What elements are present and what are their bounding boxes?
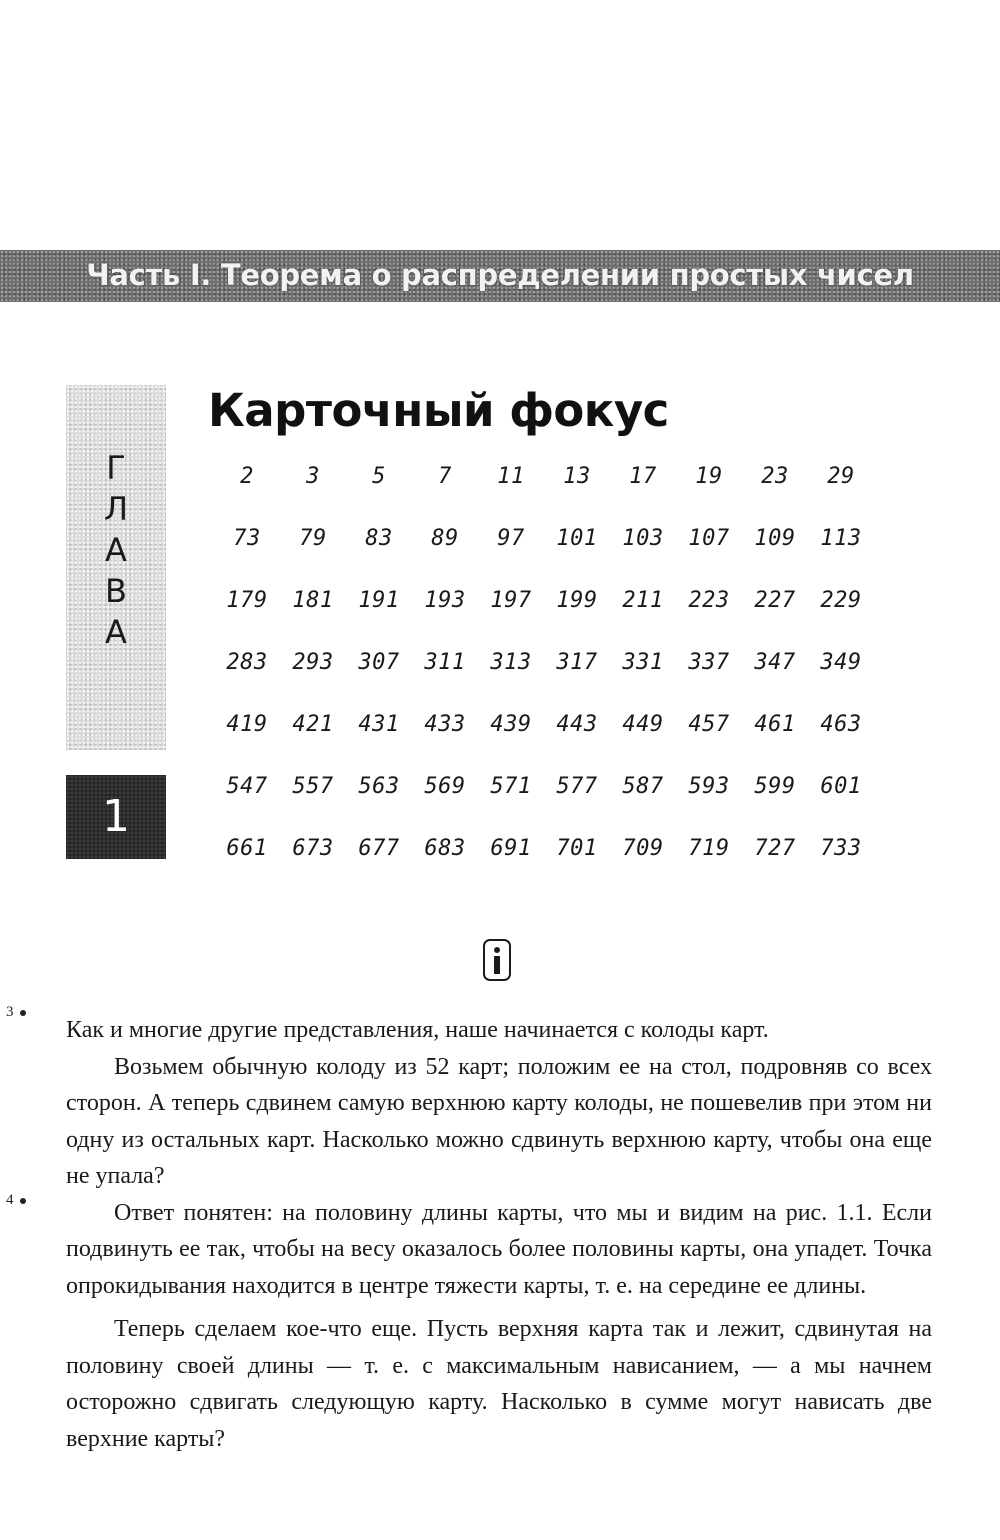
prime-number: 337 (688, 649, 730, 675)
prime-number: 89 (431, 525, 459, 551)
prime-number: 13 (563, 463, 591, 489)
part-title: Часть I. Теорема о распределении простых чисел (86, 258, 914, 292)
chapter-letter: В (105, 572, 127, 610)
prime-number: 103 (622, 525, 664, 551)
prime-number: 593 (688, 773, 730, 799)
prime-number: 101 (556, 525, 598, 551)
margin-marker-dot (20, 1198, 26, 1204)
prime-number: 577 (556, 773, 598, 799)
prime-number: 691 (490, 835, 532, 861)
prime-number: 317 (556, 649, 598, 675)
prime-number: 29 (827, 463, 855, 489)
chapter-letter: А (105, 531, 127, 569)
prime-number: 179 (226, 587, 268, 613)
primes-row (214, 693, 874, 755)
prime-number: 97 (497, 525, 525, 551)
prime-number: 557 (292, 773, 334, 799)
part-banner (0, 250, 1000, 302)
prime-number: 463 (820, 711, 862, 737)
prime-number: 5 (372, 463, 386, 489)
body-paragraph: Теперь сделаем кое-что еще. Пусть верхняя карта так и лежит, сдвинутая на половину своей длины — т. е. с максимальным нависанием, — а мы начнем осторожно сдвигать следующую карту. Насколько в сумме могут нависать две верхние карты? (66, 1316, 932, 1452)
prime-number: 311 (424, 649, 466, 675)
body-paragraph: Возьмем обычную колоду из 52 карт; положим ее на стол, подровняв со всех сторон. А теперь сдвинем самую верхнюю карту колоды, не пошевелив при этом ни одну из остальных карт. Насколько можно сдвинуть верхнюю карту, чтобы она еще не упала? (66, 1053, 932, 1189)
body-paragraph: Ответ понятен: на половину длины карты, что мы и видим на рис. 1.1. Если подвинуть ее так, чтобы на весу оказалось более половины карты, она упадет. Точка опрокидывания находится в центре тяжести карты, т. е. на середине ее длины. (66, 1199, 932, 1299)
prime-number: 683 (424, 835, 466, 861)
chapter-title: Карточный фокус (208, 384, 669, 437)
prime-number: 601 (820, 773, 862, 799)
prime-number: 7 (438, 463, 452, 489)
body-text (66, 1012, 932, 1457)
prime-number: 461 (754, 711, 796, 737)
info-icon-stem (494, 956, 500, 974)
info-icon-dot (494, 947, 500, 953)
primes-row (214, 507, 874, 569)
prime-number: 449 (622, 711, 664, 737)
prime-number: 431 (358, 711, 400, 737)
prime-number: 73 (233, 525, 261, 551)
prime-number: 719 (688, 835, 730, 861)
prime-number: 563 (358, 773, 400, 799)
primes-row (214, 631, 874, 693)
body-paragraph: Как и многие другие представления, наше начинается с колоды карт. (66, 1017, 769, 1043)
prime-number: 599 (754, 773, 796, 799)
chapter-word-box (66, 385, 166, 750)
prime-number: 211 (622, 587, 664, 613)
chapter-letter: Л (103, 490, 129, 528)
prime-number: 727 (754, 835, 796, 861)
prime-number: 293 (292, 649, 334, 675)
margin-marker-number: 3 (6, 1004, 14, 1020)
chapter-word (66, 448, 166, 653)
prime-number: 673 (292, 835, 334, 861)
margin-marker (6, 1004, 26, 1021)
prime-number: 223 (688, 587, 730, 613)
prime-number: 229 (820, 587, 862, 613)
chapter-number: 1 (102, 791, 130, 842)
margin-marker-number: 4 (6, 1192, 14, 1208)
prime-number: 701 (556, 835, 598, 861)
prime-number: 19 (695, 463, 723, 489)
prime-number: 677 (358, 835, 400, 861)
prime-number: 83 (365, 525, 393, 551)
prime-number: 199 (556, 587, 598, 613)
prime-number: 661 (226, 835, 268, 861)
primes-grid (214, 445, 874, 879)
prime-number: 283 (226, 649, 268, 675)
prime-number: 11 (497, 463, 525, 489)
prime-number: 347 (754, 649, 796, 675)
prime-number: 2 (240, 463, 254, 489)
prime-number: 709 (622, 835, 664, 861)
prime-number: 587 (622, 773, 664, 799)
chapter-letter: А (105, 613, 127, 651)
prime-number: 193 (424, 587, 466, 613)
prime-number: 191 (358, 587, 400, 613)
prime-number: 113 (820, 525, 862, 551)
primes-row (214, 817, 874, 879)
prime-number: 733 (820, 835, 862, 861)
prime-number: 197 (490, 587, 532, 613)
prime-number: 107 (688, 525, 730, 551)
prime-number: 421 (292, 711, 334, 737)
prime-number: 307 (358, 649, 400, 675)
prime-number: 17 (629, 463, 657, 489)
prime-number: 349 (820, 649, 862, 675)
prime-number: 547 (226, 773, 268, 799)
chapter-number-box (66, 775, 166, 859)
prime-number: 3 (306, 463, 320, 489)
margin-marker (6, 1192, 26, 1209)
prime-number: 313 (490, 649, 532, 675)
info-icon (483, 939, 511, 981)
primes-row (214, 569, 874, 631)
prime-number: 457 (688, 711, 730, 737)
prime-number: 571 (490, 773, 532, 799)
prime-number: 439 (490, 711, 532, 737)
prime-number: 23 (761, 463, 789, 489)
prime-number: 227 (754, 587, 796, 613)
prime-number: 443 (556, 711, 598, 737)
chapter-letter: Г (106, 449, 126, 487)
prime-number: 569 (424, 773, 466, 799)
primes-row (214, 445, 874, 507)
prime-number: 181 (292, 587, 334, 613)
margin-marker-dot (20, 1010, 26, 1016)
prime-number: 109 (754, 525, 796, 551)
prime-number: 433 (424, 711, 466, 737)
prime-number: 79 (299, 525, 327, 551)
prime-number: 419 (226, 711, 268, 737)
primes-row (214, 755, 874, 817)
prime-number: 331 (622, 649, 664, 675)
